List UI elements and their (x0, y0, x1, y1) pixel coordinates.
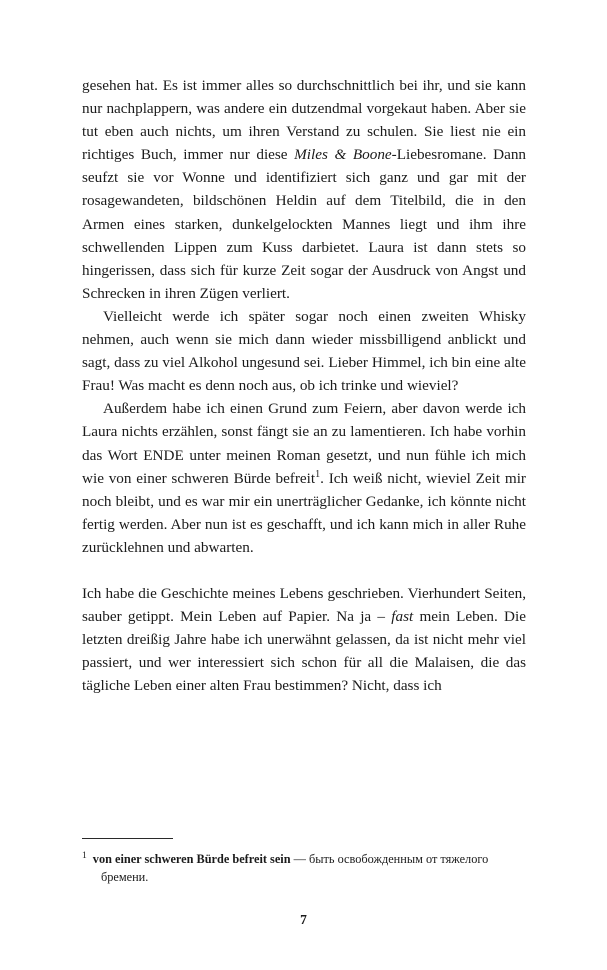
footnote-reference-marker: 1 (315, 468, 321, 480)
paragraph (82, 305, 526, 397)
paragraph (82, 74, 526, 305)
text-run: gesehen hat. Es ist immer alles so durchschnittlich bei ihr, und sie kann nur nachplappern, was andere ein dutzendmal vorgekaut haben. Aber sie tut eben auch nichts, um ihren Verstand zu schulen. Sie liest nie ein richtiges Buch, immer nur diese (82, 77, 526, 164)
text-run: Außerdem habe ich einen Grund zum Feiern, aber davon werde ich Laura nichts erzählen, sonst fängt sie an zu lamentieren. Ich habe vorhin das Wort ENDE unter meinen Roman gesetzt, und nun fühle ich mich wie von einer schweren Bürde befreit (82, 400, 526, 487)
italic-text: Miles & Boone (294, 146, 392, 164)
footnote-number: 1 (82, 849, 87, 861)
body-text-block (82, 74, 526, 698)
footnote-term: von einer schweren Bürde befreit sein (92, 852, 291, 866)
text-run: -Liebesromane. Dann seufzt sie vor Wonne und identifiziert sich ganz und gar mit der rosagewandeten, bildschönen Heldin auf dem Titelbild, die in den Armen eines starken, dunkelgelockten Mannes liegt und ihm ihre schwellenden Lippen zum Kuss darbietet. Laura ist dann stets so hingerissen, dass sich für kurze Zeit sogar der Ausdruck von Angst und Schrecken in ihren Zügen verliert. (82, 146, 527, 302)
paragraph (82, 397, 526, 559)
italic-text: fast (391, 608, 414, 626)
footnote-area (82, 838, 526, 886)
footnote-translation: быть освобожденным от тяжелого бремени. (101, 852, 489, 884)
text-run: Ich habe die Geschichte meines Lebens geschrieben. Vierhundert Seiten, sauber getippt. Mein Leben auf Papier. Na ja – (82, 585, 526, 626)
text-run: . Ich weiß nicht, wieviel Zeit mir noch bleibt, und es war mir ein unerträglicher Gedanke, ich könnte nicht fertig werden. Aber nun ist es geschafft, und ich kann mich in aller Ruhe zurücklehnen und abwarten. (82, 469, 526, 556)
text-run: Vielleicht werde ich später sogar noch einen zweiten Whisky nehmen, auch wenn sie mich dann wieder missbilligend anblickt und sagt, dass zu viel Alkohol ungesund sei. Lieber Himmel, ich bin eine alte Frau! Was macht es denn noch aus, ob ich trinke und wieviel? (82, 307, 526, 395)
paragraph (82, 582, 526, 697)
footnote-separator-rule (82, 838, 173, 839)
footnote-separator: — (290, 852, 310, 866)
footnote-entry (82, 851, 526, 886)
page-number: 7 (300, 912, 307, 927)
text-run: mein Leben. Die letzten dreißig Jahre habe ich unerwähnt gelassen, da ist nicht mehr viel passiert, und wer interessiert sich schon für all die Malaisen, die das tägliche Leben einer alten Frau bestimmen? Nicht, dass ich (82, 608, 526, 695)
